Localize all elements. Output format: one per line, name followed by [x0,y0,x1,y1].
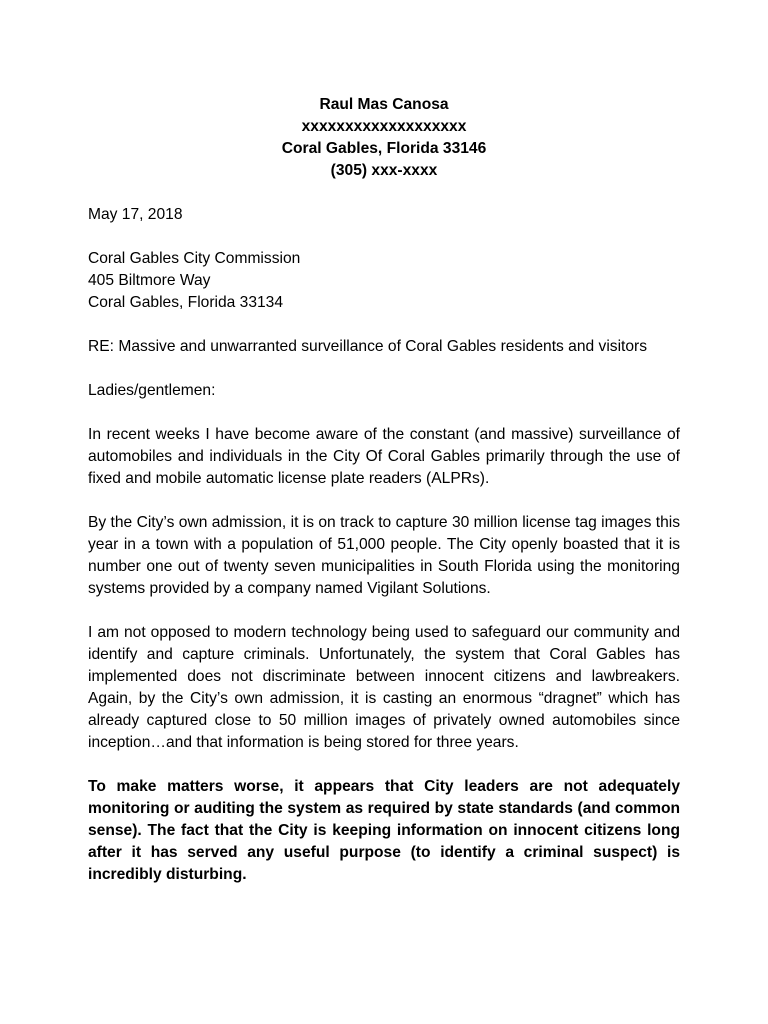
body-paragraph-1: In recent weeks I have become aware of the constant (and massive) surveillance of automobiles and individuals in the City Of Coral Gables primarily through the use of fixed and mobile automatic license plate readers (ALPRs). [88,426,680,487]
sender-city-state-zip: Coral Gables, Florida 33146 [281,140,487,157]
letterhead [88,94,680,182]
recipient-name: Coral Gables City Commission [88,250,301,267]
body-paragraph-3: I am not opposed to modern technology being used to safeguard our community and identify and capture criminals. Unfortunately, the system that Coral Gables has implemented does not discriminate between innocent citizens and lawbreakers. Again, by the City’s own admission, it is casting an enormous “dragnet” which has already captured close to 50 million images of privately owned automobiles since inception…and that information is being stored for three years. [88,624,680,751]
recipient-city-state-zip: Coral Gables, Florida 33134 [88,294,284,311]
recipient-address [88,248,680,314]
sender-phone: (305) xxx-xxxx [330,162,438,179]
body-paragraph-4: To make matters worse, it appears that City leaders are not adequately monitoring or auditing the system as required by state standards (and common sense). The fact that the City is keeping information on innocent citizens long after it has served any useful purpose (to identify a criminal suspect) is incredibly disturbing. [88,778,680,883]
sender-street: xxxxxxxxxxxxxxxxxxx [301,118,467,135]
letter-date: May 17, 2018 [88,206,183,223]
recipient-street: 405 Biltmore Way [88,272,211,289]
subject-line: RE: Massive and unwarranted surveillance of Coral Gables residents and visitors [88,338,648,355]
salutation: Ladies/gentlemen: [88,382,216,399]
sender-name: Raul Mas Canosa [319,96,449,113]
letter-page [88,94,680,908]
body-paragraph-2: By the City’s own admission, it is on track to capture 30 million license tag images this year in a town with a population of 51,000 people. The City openly boasted that it is number one out of twenty seven municipalities in South Florida using the monitoring systems provided by a company named Vigilant Solutions. [88,514,680,597]
